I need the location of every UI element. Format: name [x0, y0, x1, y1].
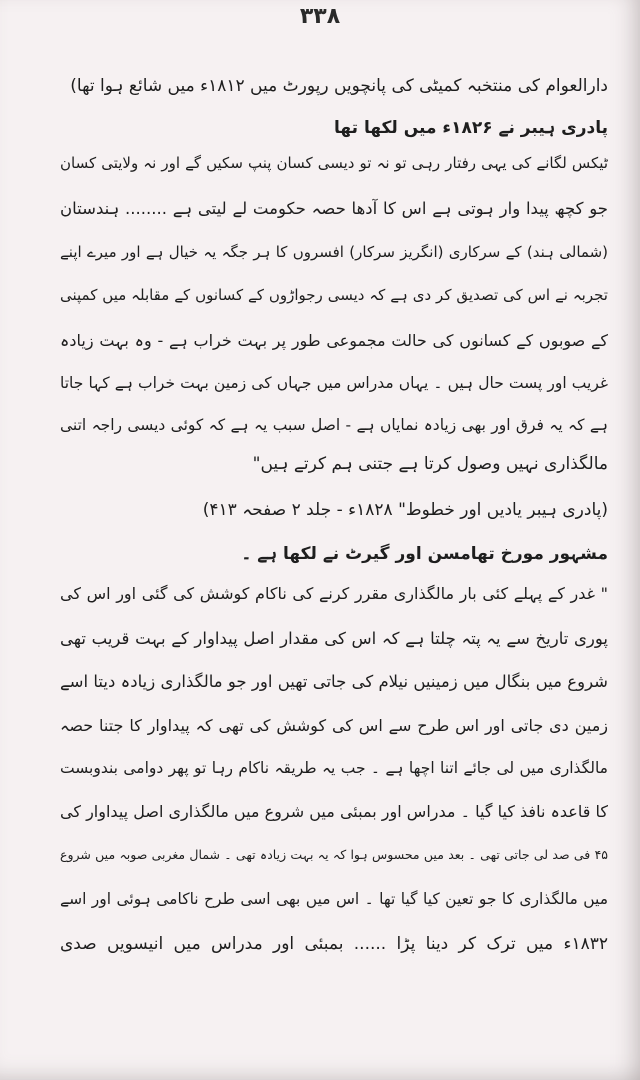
text-line: مالگذاری میں لی جائے اتنا اچھا ہے ۔ جب یہ طریقہ ناکام رہا تو پھر دوامی بندوبست — [60, 759, 608, 777]
citation-line: (پادری ہیبر یادیں اور خطوط" ۱۸۲۸ء - جلد ۲ صفحہ ۴۱۳) — [202, 500, 608, 520]
text-line: جو کچھ پیدا وار ہوتی ہے اس کا آدھا حصہ حکومت لے لیتی ہے ........ ہندستان — [60, 199, 608, 218]
text-line: ہے کہ یہ فرق اور بھی زیادہ نمایاں ہے - اصل سبب یہ ہے کہ کوئی دیسی راجہ اتنی — [60, 416, 608, 434]
text-line: ۱۸۳۲ء میں ترک کر دینا پڑا ...... بمبئی اور مدراس میں انیسویں صدی — [60, 934, 608, 954]
text-line: ۴۵ فی صد لی جاتی تھی ۔ بعد میں محسوس ہوا کہ یہ بہت زیادہ تھی ۔ شمال مغربی صوبہ میں شروع — [60, 847, 608, 862]
text-line: ٹیکس لگانے کی یہی رفتار رہی تو نہ تو دیسی کسان پنپ سکیں گے اور نہ ولایتی کسان — [60, 154, 608, 172]
text-line: زمین دی جاتی اور اس طرح سے اس کی کوشش کی تھی کہ پیداوار کا جتنا حصہ — [60, 716, 608, 735]
text-line: کے صوبوں کے کسانوں کی حالت مجموعی طور پر بہت خراب ہے - وہ بہت زیادہ — [60, 331, 608, 350]
text-line: تجربہ نے اس کی تصدیق کر دی ہے کہ دیسی رجواڑوں کے کسانوں کے مقابلہ میں کمپنی — [60, 286, 608, 304]
page-number: ۳۳۸ — [299, 4, 341, 29]
text-line: مالگذاری نہیں وصول کرتا ہے جتنی ہم کرتے ہیں" — [252, 454, 608, 474]
text-line: (شمالی ہند) کے سرکاری (انگریز سرکار) افسروں کا ہر جگہ یہ خیال ہے اور میرے اپنے — [60, 243, 608, 261]
text-line: شروع میں بنگال میں زمینیں نیلام کی جاتی تھیں اور جو مالگذاری زیادہ دیتا اسے — [60, 672, 608, 691]
text-line: " غدر کے پہلے کئی بار مالگذاری مقرر کرنے کی ناکام کوشش کی گئی اور اس کی — [60, 584, 608, 603]
text-line: دارالعوام کی منتخبہ کمیٹی کی پانچویں رپورٹ میں ۱۸۱۲ء میں شائع ہوا تھا) — [70, 76, 608, 96]
text-line: کا قاعدہ نافذ کیا گیا ۔ مدراس اور بمبئی میں شروع میں مالگذاری اصل پیداوار کی — [60, 802, 608, 821]
text-line: پوری تاریخ سے یہ پتہ چلتا ہے کہ اس کی مقدار اصل پیداوار کے بہت قریب تھی — [60, 629, 608, 648]
text-line: غریب اور پست حال ہیں ۔ یہاں مدراس میں جہاں کی زمین بہت خراب ہے کہا جاتا — [60, 374, 608, 392]
text-line: مشہور مورخ تھامسن اور گیرٹ نے لکھا ہے ۔ — [241, 544, 608, 564]
text-line: میں مالگذاری کا جو تعین کیا گیا تھا ۔ اس میں بھی اسی طرح ناکامی ہوئی اور اسے — [60, 890, 608, 908]
text-line: پادری ہیبر نے ۱۸۲۶ء میں لکھا تھا — [334, 118, 608, 138]
